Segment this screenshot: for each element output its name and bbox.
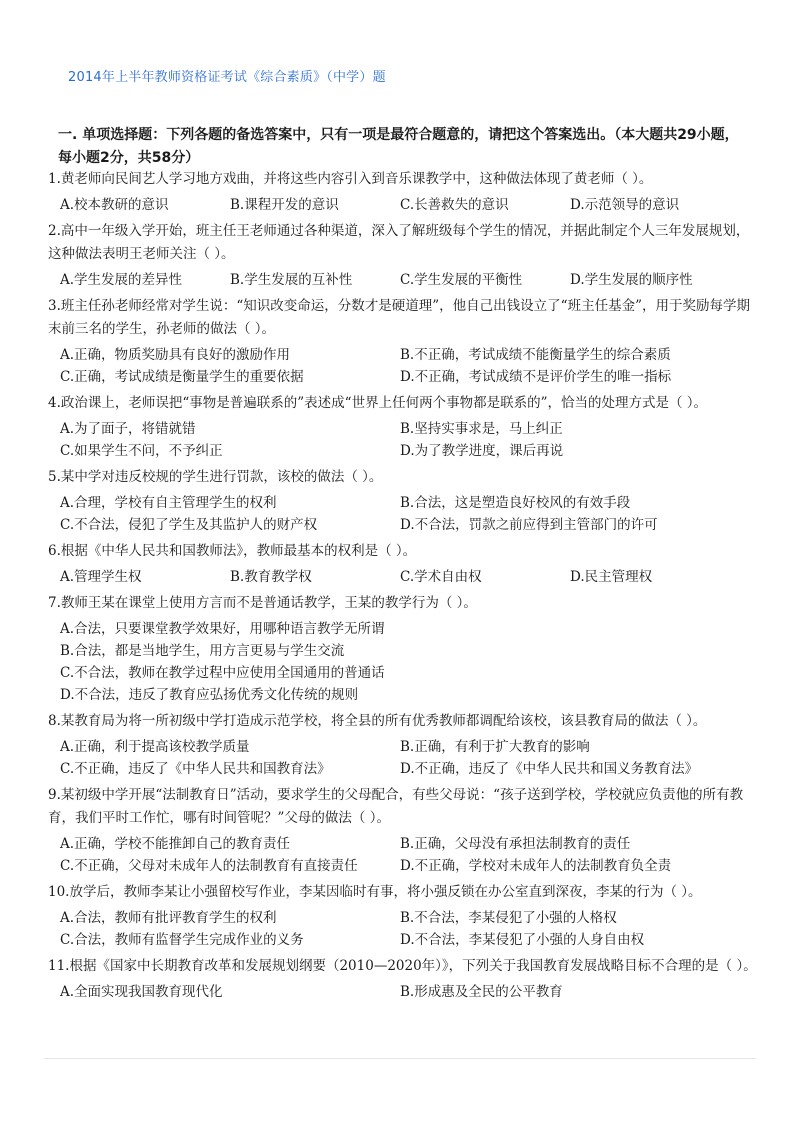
option-a: A.合理，学校有自主管理学生的权利 (60, 495, 277, 511)
option-b: B.教育教学权 (230, 569, 312, 585)
option-c: C.不合法，教师在教学过程中应使用全国通用的普通话 (60, 665, 385, 681)
option-list (48, 618, 758, 706)
option-list (48, 833, 758, 877)
question-7 (48, 592, 758, 706)
option-b: B.形成惠及全民的公平教育 (400, 984, 563, 1000)
option-b: B.不合法，李某侵犯了小强的人格权 (400, 910, 617, 926)
question-5 (48, 466, 758, 536)
option-d: D.学生发展的顺序性 (570, 272, 693, 288)
question-stem: 1.黄老师向民间艺人学习地方戏曲，并将这些内容引入到音乐课教学中，这种做法体现了黄老师（ ）。 (48, 171, 653, 187)
question-stem: 6.根据《中华人民共和国教师法》，教师最基本的权利是（ ）。 (48, 543, 417, 559)
question-1 (48, 168, 758, 216)
option-b: B.正确，有利于扩大教育的影响 (400, 739, 590, 755)
question-3 (48, 295, 758, 388)
question-stem: 8.某教育局为将一所初级中学打造成示范学校，将全县的所有优秀教师都调配给该校，该县教育局的做法（ ）。 (48, 713, 707, 729)
option-list (48, 344, 758, 388)
question-9 (48, 784, 758, 877)
option-a: A.管理学生权 (60, 569, 142, 585)
option-b: B.合法，都是当地学生，用方言更易与学生交流 (60, 643, 345, 659)
question-2 (48, 220, 758, 291)
section-header: 一. 单项选择题：下列各题的备选答案中，只有一项是最符合题意的，请把这个答案选出。（本大题共29小题，每小题2分，共58分） (58, 127, 739, 166)
option-a: A.正确，利于提高该校教学质量 (60, 739, 250, 755)
document-title: 2014年上半年教师资格证考试《综合素质》（中学）题 (68, 70, 386, 85)
option-b: B.不正确，考试成绩不能衡量学生的综合素质 (400, 347, 671, 363)
question-stem: 4.政治课上，老师误把“事物是普遍联系的”表述成“世界上任何两个事物都是联系的”，恰当的处理方式是（ ）。 (48, 395, 708, 411)
question-8 (48, 710, 758, 780)
question-list (48, 168, 758, 1007)
option-a: A.为了面子，将错就错 (60, 421, 196, 437)
option-c: C.正确，考试成绩是衡量学生的重要依据 (60, 369, 304, 385)
option-c: C.学术自由权 (400, 569, 482, 585)
option-b: B.学生发展的互补性 (230, 272, 353, 288)
option-c: C.不正确，违反了《中华人民共和国教育法》 (60, 761, 331, 777)
option-list (48, 566, 758, 588)
question-4 (48, 392, 758, 462)
option-c: C.不正确，父母对未成年人的法制教育有直接责任 (60, 858, 358, 874)
option-c: C.如果学生不问，不予纠正 (60, 443, 223, 459)
option-b: B.课程开发的意识 (230, 197, 339, 213)
option-c: C.不合法，侵犯了学生及其监护人的财产权 (60, 517, 318, 533)
option-c: C.学生发展的平衡性 (400, 272, 523, 288)
option-d: D.不正确，考试成绩不是评价学生的唯一指标 (400, 369, 672, 385)
option-c: C.长善救失的意识 (400, 197, 509, 213)
question-stem: 7.教师王某在课堂上使用方言而不是普通话教学，王某的教学行为（ ）。 (48, 595, 477, 611)
option-list (48, 981, 758, 1003)
option-d: D.不合法，违反了教育应弘扬优秀文化传统的规则 (60, 687, 359, 703)
option-b: B.正确，父母没有承担法制教育的责任 (400, 836, 631, 852)
option-list (48, 907, 758, 951)
option-d: D.示范领导的意识 (570, 197, 680, 213)
question-10 (48, 881, 758, 951)
option-a: A.正确，学校不能推卸自己的教育责任 (60, 836, 291, 852)
option-a: A.学生发展的差异性 (60, 272, 183, 288)
option-a: A.校本教研的意识 (60, 197, 169, 213)
option-d: D.不正确，违反了《中华人民共和国义务教育法》 (400, 761, 699, 777)
option-a: A.合法，教师有批评教育学生的权利 (60, 910, 277, 926)
option-d: D.为了教学进度，课后再说 (400, 443, 564, 459)
question-stem: 9.某初级中学开展“法制教育日”活动，要求学生的父母配合，有些父母说：“孩子送到学校，学校就应负责他的所有教育，我们平时工作忙，哪有时间管呢？”父母的做法（ ）。 (48, 787, 744, 826)
option-list (48, 269, 758, 291)
question-stem: 3.班主任孙老师经常对学生说：“知识改变命运，分数才是硬道理”，他自己出钱设立了“班主任基金”，用于奖励每学期末前三名的学生，孙老师的做法（ ）。 (48, 298, 750, 337)
option-a: A.合法，只要课堂教学效果好，用哪种语言教学无所谓 (60, 621, 385, 637)
option-c: C.合法，教师有监督学生完成作业的义务 (60, 932, 304, 948)
option-d: D.不正确，学校对未成年人的法制教育负全责 (400, 858, 672, 874)
question-6 (48, 540, 758, 588)
option-b: B.坚持实事求是，马上纠正 (400, 421, 563, 437)
question-11 (48, 955, 758, 1003)
page-bottom-divider (44, 1058, 756, 1059)
option-d: D.民主管理权 (570, 569, 653, 585)
question-stem: 10.放学后，教师李某让小强留校写作业，李某因临时有事，将小强反锁在办公室直到深夜，李某的行为（ ）。 (48, 884, 702, 900)
option-list (48, 736, 758, 780)
question-stem: 11.根据《国家中长期教育改革和发展规划纲要（2010—2020年）》，下列关于我国教育发展战略目标不合理的是（ ）。 (48, 958, 757, 974)
question-stem: 5.某中学对违反校规的学生进行罚款，该校的做法（ ）。 (48, 469, 383, 485)
option-list (48, 194, 758, 216)
option-a: A.全面实现我国教育现代化 (60, 984, 223, 1000)
option-list (48, 418, 758, 462)
option-a: A.正确，物质奖励具有良好的激励作用 (60, 347, 291, 363)
option-d: D.不合法，李某侵犯了小强的人身自由权 (400, 932, 645, 948)
option-list (48, 492, 758, 536)
option-b: B.合法，这是塑造良好校风的有效手段 (400, 495, 631, 511)
question-stem: 2.高中一年级入学开始，班主任王老师通过各种渠道，深入了解班级每个学生的情况，并据此制定个人三年发展规划，这种做法表明王老师关注（ ）。 (48, 223, 750, 262)
option-d: D.不合法，罚款之前应得到主管部门的许可 (400, 517, 658, 533)
